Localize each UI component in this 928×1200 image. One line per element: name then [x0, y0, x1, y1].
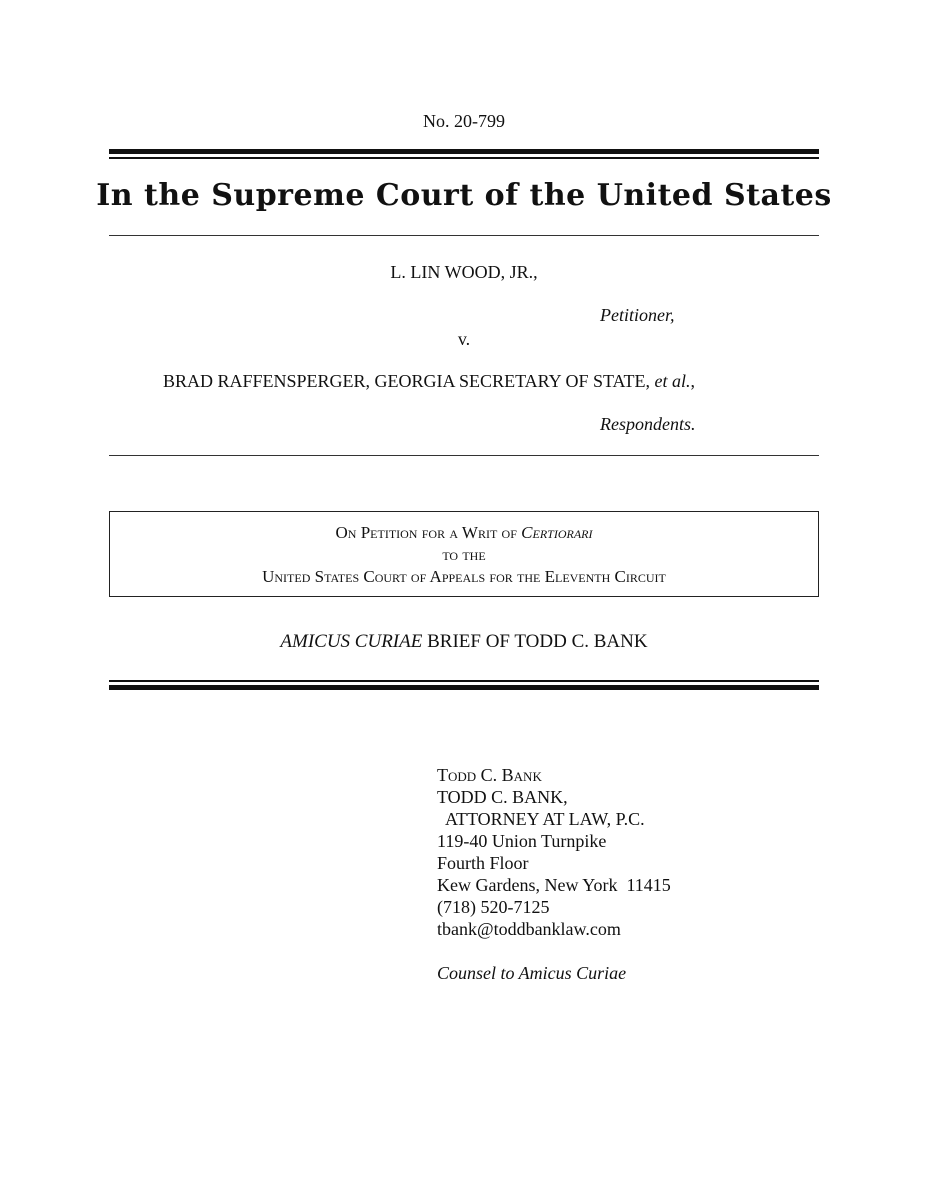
- top-thick-rule: [109, 149, 819, 154]
- respondent-role: Respondents.: [600, 414, 696, 434]
- counsel-block: [437, 764, 671, 984]
- petition-line1-prefix: On Petition for a Writ of: [335, 523, 522, 542]
- docket-number: No. 20-799: [423, 111, 505, 131]
- counsel-address-line3: Kew Gardens, New York 11415: [437, 875, 671, 895]
- respondent-trailing: ,: [690, 371, 696, 391]
- petition-box: [109, 511, 819, 597]
- counsel-spacer: [437, 940, 671, 962]
- petition-line3: United States Court of Appeals for the Eleventh Circuit: [262, 567, 666, 586]
- versus: v.: [457, 329, 471, 349]
- brief-title: [0, 631, 928, 653]
- petition-line1-italic: Certiorari: [521, 523, 593, 542]
- bottom-thin-rule: [109, 680, 819, 682]
- caption-bottom-rule: [109, 455, 819, 456]
- brief-title-rest: BRIEF OF TODD C. BANK: [422, 631, 648, 652]
- brief-title-italic: AMICUS CURIAE: [280, 631, 423, 652]
- caption-top-rule: [109, 235, 819, 236]
- counsel-phone: (718) 520-7125: [437, 897, 550, 917]
- counsel-firm-line2: ATTORNEY AT LAW, P.C.: [437, 809, 645, 829]
- top-thin-rule: [109, 157, 819, 159]
- counsel-address-line1: 119-40 Union Turnpike: [437, 831, 607, 851]
- counsel-firm-line1: TODD C. BANK,: [437, 787, 568, 807]
- counsel-email: tbank@toddbanklaw.com: [437, 919, 621, 939]
- respondent-name: BRAD RAFFENSPERGER, GEORGIA SECRETARY OF STATE,: [163, 371, 651, 391]
- petitioner-name: L. LIN WOOD, JR.,: [390, 262, 538, 282]
- counsel-name: Todd C. Bank: [437, 765, 542, 785]
- bottom-thick-rule: [109, 685, 819, 690]
- counsel-address-line2: Fourth Floor: [437, 853, 529, 873]
- court-title: In the Supreme Court of the United States: [96, 178, 832, 213]
- respondent-etal: et al.: [654, 371, 691, 391]
- petition-line1: [110, 522, 818, 544]
- counsel-role: Counsel to Amicus Curiae: [437, 963, 627, 983]
- petition-line2: to the: [442, 545, 486, 564]
- respondent-line: [163, 371, 695, 392]
- petitioner-role: Petitioner,: [600, 305, 675, 325]
